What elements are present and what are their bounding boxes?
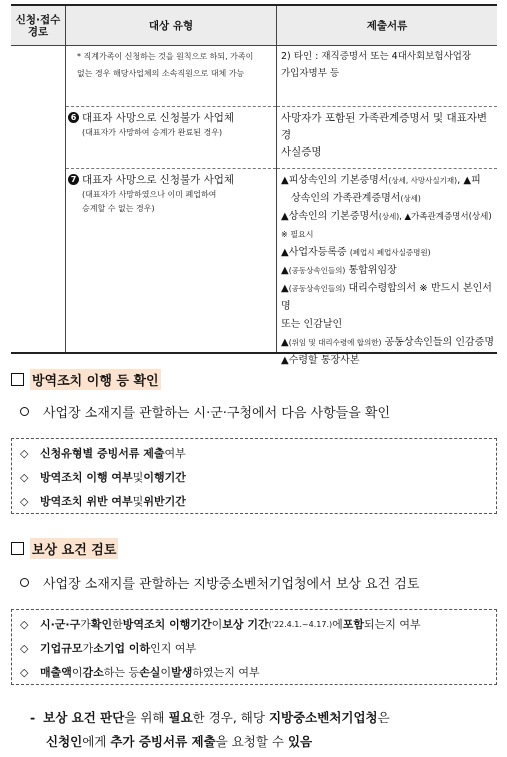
row0-docs: 2) 타인 : 재직증명서 또는 4대사회보험사업장 가입자명부 등 <box>281 51 472 79</box>
section1-checklist <box>11 438 497 514</box>
section-title: 방역조치 이행 등 확인 <box>30 369 161 390</box>
row0-note: * 직계가족이 신청하는 것을 원칙으로 하되, 가족이 없는 경우 해당사업체의 소속직원으로 대체 가능 <box>77 52 254 78</box>
circle-bullet-icon <box>20 407 29 416</box>
row-divider <box>66 106 276 107</box>
check-item: ◇ 기업규모 가 소기업 이하 인지 여부 <box>20 641 197 655</box>
check-item: ◇ 방역조치 위반 여부 및 위반기간 <box>20 494 186 508</box>
check-item: ◇ 시·군·구 가 확인 한 방역조치 이행기간 이 보상 기간 ('22.4.1.~4.17.) 에 포함 되는지 여부 <box>20 617 421 631</box>
doc-line: ▲사업자등록증 (폐업시 폐업사실증명원) <box>281 247 431 258</box>
row6-sub: (대표자가 사망하여 승계가 완료된 경우) <box>82 128 223 137</box>
row6-title: 대표자 사망으로 신청불가 사업체 <box>82 112 235 124</box>
doc-line: 상속인의 가족관계증명서(상세) <box>291 193 421 204</box>
row7-title: 대표자 사망으로 신청불가 사업체 <box>82 174 235 186</box>
header-target-type: 대상 유형 <box>148 20 194 32</box>
check-item: ◇ 방역조치 이행 여부 및 이행기간 <box>20 470 186 484</box>
number-7-icon: 7 <box>68 174 79 185</box>
checkbox-square-icon <box>11 542 24 555</box>
diamond-icon: ◇ <box>20 470 29 484</box>
row7-sub: (대표자가 사망하였으나 이미 폐업하여 승계할 수 없는 경우) <box>82 190 217 213</box>
column-divider <box>276 6 277 352</box>
column-divider <box>65 6 66 352</box>
row7-target <box>68 172 274 216</box>
section2-line: 사업장 소재지를 관할하는 지방중소벤처기업청에서 보상 요건 검토 <box>20 573 419 592</box>
doc-line: ▲피상속인의 기본증명서(상세, 사망사실기재), ▲피 <box>281 175 481 186</box>
table-header <box>11 6 497 46</box>
doc-line: ▲(공동상속인들의) 대리수령합의서 ※ 반드시 본인서명 <box>281 283 492 312</box>
circle-bullet-icon <box>20 578 29 587</box>
section1-line: 사업장 소재지를 관할하는 시·군·구청에서 다음 사항들을 확인 <box>20 402 390 421</box>
number-6-icon: 6 <box>68 112 79 123</box>
diamond-icon: ◇ <box>20 641 29 655</box>
checkbox-square-icon <box>11 373 24 386</box>
doc-line: ▲(공동상속인들의) 통합위임장 <box>281 265 397 276</box>
doc-line: ▲(위임 및 대리수령에 합의한) 공동상속인들의 인감증명 <box>281 337 495 348</box>
check-item: ◇ 매출액 이 감소 하는 등 손실 이 발생 하였는지 여부 <box>20 665 260 679</box>
row6-docs: 사망자가 포함된 가족관계증명서 및 대표자변경 사실증명 <box>281 112 488 158</box>
section-quarantine-check <box>11 369 161 390</box>
diamond-icon: ◇ <box>20 617 29 631</box>
doc-line: ※ 필요시 <box>281 230 314 239</box>
header-documents: 제출서류 <box>366 20 408 32</box>
section2-checklist <box>11 609 497 685</box>
doc-line: ▲상속인의 기본증명서(상세), ▲가족관계증명서(상세) <box>281 211 492 222</box>
row-divider <box>66 168 276 169</box>
final-note: - 보상 요건 판단을 위해 필요한 경우, 해당 지방중소벤처기업청은 신청인에게 추가 증빙서류 제출을 요청할 수 있음 <box>30 710 390 749</box>
row-divider <box>277 168 497 169</box>
diamond-icon: ◇ <box>20 665 29 679</box>
application-table <box>11 4 497 366</box>
doc-line: 또는 인감날인 <box>281 319 343 330</box>
section-title: 보상 요건 검토 <box>30 538 118 559</box>
diamond-icon: ◇ <box>20 494 29 508</box>
diamond-icon: ◇ <box>20 446 29 460</box>
doc-line: ▲수령할 통장사본 <box>281 355 360 366</box>
section-compensation-review <box>11 538 118 559</box>
header-route: 신청·접수 경로 <box>15 14 61 38</box>
row-divider <box>277 106 497 107</box>
row6-target <box>68 110 274 140</box>
row7-docs <box>281 172 495 370</box>
check-item: ◇ 신청유형별 증빙서류 제출 여부 <box>20 446 186 460</box>
